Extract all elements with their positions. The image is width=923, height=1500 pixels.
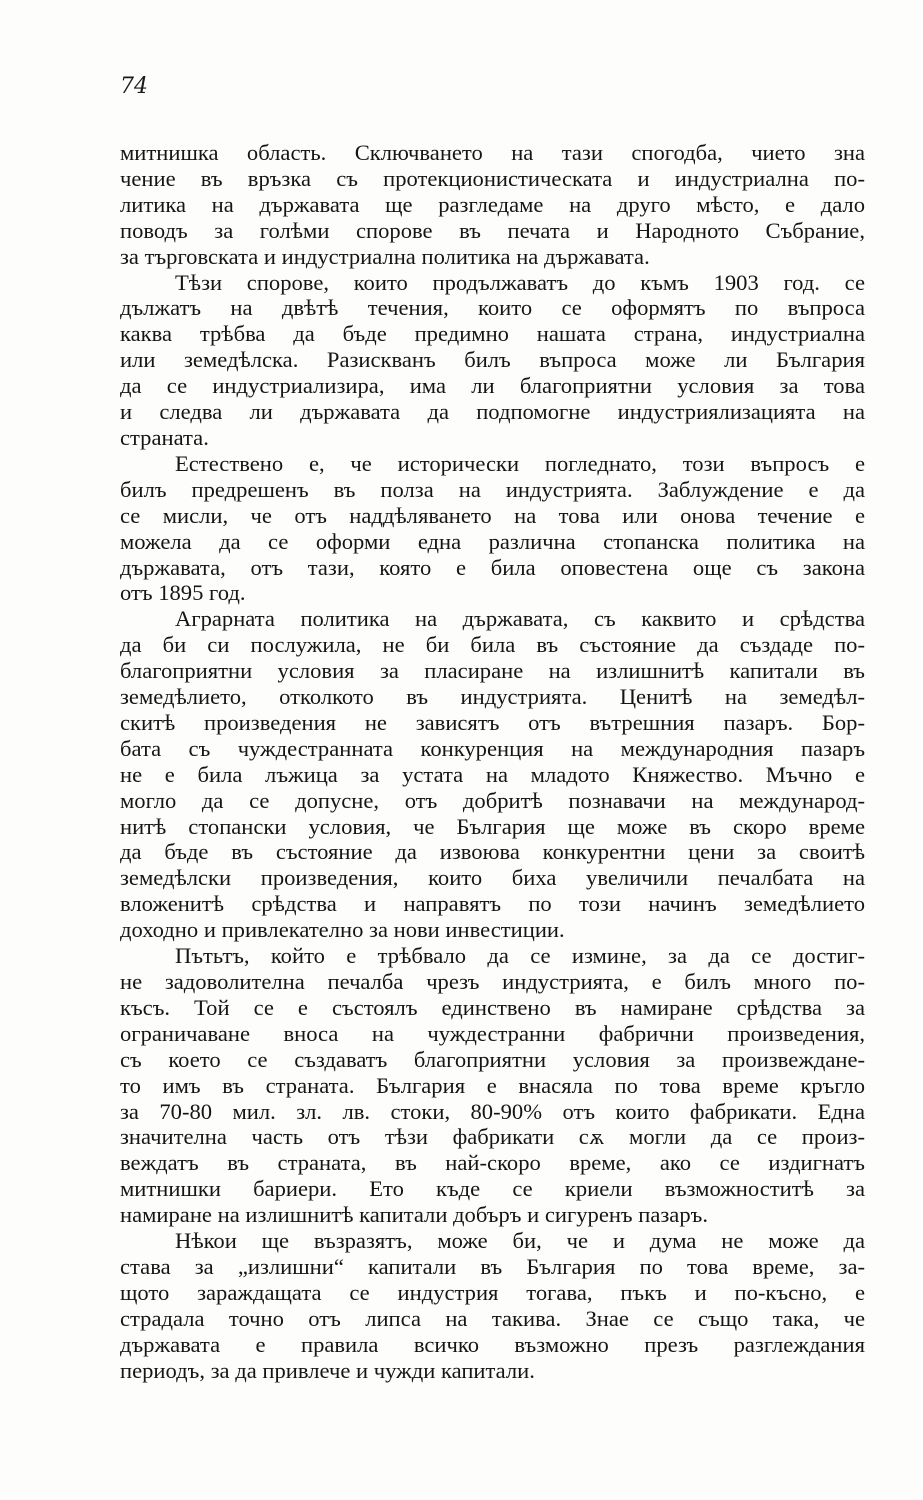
text-line: държавата е правила всичко възможно презъ разглеждания (120, 1331, 865, 1357)
paragraph (120, 140, 865, 270)
text-line: периодъ, за да привлече и чужди капитали. (120, 1357, 535, 1383)
paragraph (120, 451, 865, 606)
text-line: можела да се оформи една различна стопанска политика на (120, 528, 865, 554)
text-line: Тѣзи спорове, които продължаватъ до къмъ 1903 год. се (175, 269, 865, 295)
paragraph (120, 1228, 865, 1383)
text-line: нитѣ стопански условия, че България ще може въ скоро време (120, 813, 865, 839)
text-line: дължатъ на двѣтѣ течения, които се оформятъ по въпроса (120, 295, 865, 321)
text-line: митнишки бариери. Ето къде се криели възможноститѣ за (120, 1176, 865, 1202)
text-line: съ което се създаватъ благоприятни условия за произвеждане- (120, 1046, 865, 1072)
text-line: вложенитѣ срѣдства и направятъ по този начинъ земедѣлието (120, 891, 865, 917)
text-line: става за „излишни“ капитали въ България по това време, за- (120, 1253, 865, 1279)
text-line: могло да се допусне, отъ добритѣ познавачи на международ- (120, 787, 865, 813)
text-line: поводъ за голѣми спорове въ печата и Народното Събрание, (120, 217, 865, 243)
text-line: щото зараждащата се индустрия тогава, пъкъ и по-късно, е (120, 1279, 865, 1305)
text-line: земедѣлски произведения, които биха увеличили печалбата на (120, 865, 865, 891)
text-line: то имъ въ страната. България е внасяла по това време кръгло (120, 1072, 865, 1098)
text-line: и следва ли държавата да подпомогне индустриялизацията на (120, 399, 865, 425)
body-text (120, 140, 865, 1384)
text-line: Нѣкои ще възразятъ, може би, че и дума не може да (175, 1228, 865, 1254)
text-line: доходно и привлекателно за нови инвестиции. (120, 917, 565, 943)
text-line: за търговската и индустриална политика на държавата. (120, 243, 650, 269)
text-line: Естествено е, че исторически погледнато, този въпросъ е (175, 450, 865, 476)
text-line: късъ. Той се е състоялъ единствено въ намиране срѣдства за (120, 994, 865, 1020)
text-line: значителна часть отъ тѣзи фабрикати сѫ могли да се произ- (120, 1124, 865, 1150)
text-line: Аграрната политика на държавата, съ каквито и срѣдства (175, 606, 865, 632)
text-line: да би си послужила, не би била въ състояние да създаде по- (120, 632, 865, 658)
text-line: ограничаване вноса на чуждестранни фабрични произведения, (120, 1020, 865, 1046)
text-line: отъ 1895 год. (120, 580, 246, 606)
text-line: литика на държавата ще разгледаме на друго мѣсто, е дало (120, 191, 865, 217)
text-line: се мисли, че отъ наддѣляването на това или онова течение е (120, 502, 865, 528)
text-line: Пътьтъ, който е трѣбвало да се измине, за да се достиг- (175, 943, 865, 969)
page-number: 74 (120, 74, 148, 99)
paragraph (120, 606, 865, 943)
text-line: не задоволителна печалба чрезъ индустрията, е билъ много по- (120, 969, 865, 994)
text-line: чение въ връзка съ протекционистическата и индустриална по- (120, 165, 865, 191)
text-line: или земедѣлска. Разискванъ билъ въпроса може ли България (120, 347, 865, 373)
text-line: намиране на излишнитѣ капитали добъръ и сигуренъ пазаръ. (120, 1202, 708, 1228)
text-line: не е била лъжица за устата на младото Княжество. Мъчно е (120, 761, 865, 787)
text-line: да се индустриализира, има ли благоприятни условия за това (120, 373, 865, 399)
text-line: земедѣлието, отколкото въ индустрията. Ценитѣ на земедѣл- (120, 684, 865, 710)
paragraph (120, 943, 865, 1228)
text-line: веждатъ въ страната, въ най-скоро време, ако се издигнатъ (120, 1150, 865, 1176)
text-line: да бъде въ състояние да извоюва конкурентни цени за своитѣ (120, 839, 865, 865)
text-line: митнишка область. Сключването на тази спогодба, чието зна (120, 140, 865, 165)
text-line: страдала точно отъ липса на такива. Знае се също така, че (120, 1305, 865, 1331)
text-line: бата съ чуждестранната конкуренция на международния пазаръ (120, 735, 865, 761)
text-line: държавата, отъ тази, която е била оповестена още съ закона (120, 554, 865, 580)
text-line: каква трѣбва да бъде предимно нашата страна, индустриална (120, 321, 865, 347)
text-line: за 70-80 мил. зл. лв. стоки, 80-90% отъ които фабрикати. Една (120, 1098, 865, 1124)
text-line: скитѣ произведения не зависятъ отъ вътрешния пазаръ. Бор- (120, 709, 865, 735)
text-line: страната. (120, 424, 209, 450)
text-line: благоприятни условия за пласиране на излишнитѣ капитали въ (120, 658, 865, 684)
paragraph (120, 270, 865, 451)
text-line: билъ предрешенъ въ полза на индустрията. Заблуждение е да (120, 476, 865, 502)
